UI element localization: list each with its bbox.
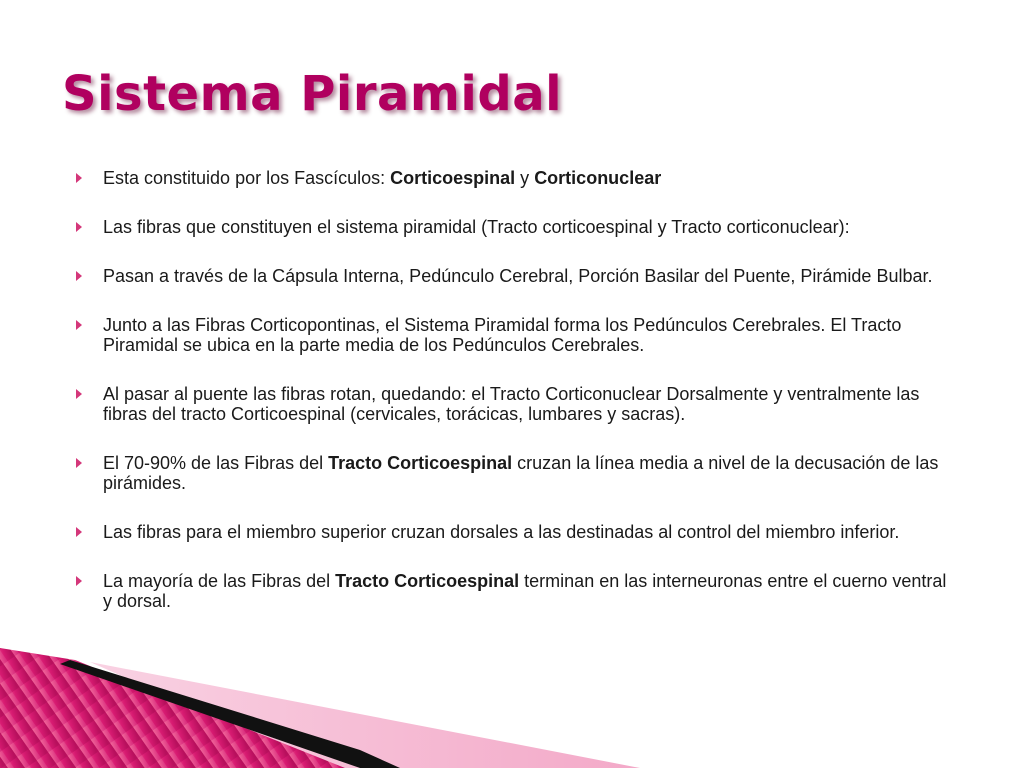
bullet-text: Las fibras que constituyen el sistema piramidal (Tracto corticoespinal y Tracto corticonuclear): bbox=[103, 217, 850, 237]
bullet-item bbox=[72, 522, 952, 542]
bullet-text: y bbox=[515, 168, 535, 188]
swoosh-magenta-band bbox=[0, 648, 345, 768]
bullet-emphasis: Tracto Corticoespinal bbox=[328, 453, 513, 473]
bullet-emphasis: Corticoespinal bbox=[390, 168, 516, 188]
bullet-emphasis: Corticonuclear bbox=[534, 168, 662, 188]
bullet-item bbox=[72, 315, 952, 355]
bullet-text: Pasan a través de la Cápsula Interna, Pedúnculo Cerebral, Porción Basilar del Puente, Pirámide Bulbar. bbox=[103, 266, 933, 286]
triangle-right-icon bbox=[76, 576, 82, 586]
triangle-right-icon bbox=[76, 320, 82, 330]
triangle-right-icon bbox=[76, 271, 82, 281]
bullet-item bbox=[72, 384, 952, 424]
bullet-list bbox=[72, 168, 952, 611]
triangle-right-icon bbox=[76, 389, 82, 399]
bullet-emphasis: Tracto Corticoespinal bbox=[335, 571, 520, 591]
bullet-text: El 70-90% de las Fibras del bbox=[103, 453, 329, 473]
bullet-text: Las fibras para el miembro superior cruzan dorsales a las destinadas al control del miembro inferior. bbox=[103, 522, 900, 542]
bullet-item bbox=[72, 571, 952, 611]
bullet-text: La mayoría de las Fibras del bbox=[103, 571, 336, 591]
bullet-item bbox=[72, 453, 952, 493]
triangle-right-icon bbox=[76, 527, 82, 537]
bullet-text: Junto a las Fibras Corticopontinas, el Sistema Piramidal forma los Pedúnculos Cerebrales. El Tracto Piramidal se ubica en la parte media de los Pedúnculos Cerebrales. bbox=[103, 315, 902, 355]
triangle-right-icon bbox=[76, 458, 82, 468]
bullet-text: Esta constituido por los Fascículos: bbox=[103, 168, 391, 188]
triangle-right-icon bbox=[76, 173, 82, 183]
bullet-item bbox=[72, 168, 952, 188]
bullet-text: cruzan la línea media a nivel de la decusación de las pirámides. bbox=[103, 453, 939, 493]
bullet-item bbox=[72, 266, 952, 286]
triangle-right-icon bbox=[76, 222, 82, 232]
slide-title: Sistema Piramidal bbox=[62, 66, 563, 122]
swoosh-black-stroke bbox=[60, 660, 400, 768]
bullet-text: Al pasar al puente las fibras rotan, quedando: el Tracto Corticonuclear Dorsalmente y ventralmente las fibras del tracto Corticoespinal (cervicales, torácicas, lumbares y sacras). bbox=[103, 384, 920, 424]
bullet-item bbox=[72, 217, 952, 237]
swoosh-pink-band bbox=[90, 662, 640, 768]
bullet-text: terminan en las interneuronas entre el cuerno ventral y dorsal. bbox=[103, 571, 947, 611]
